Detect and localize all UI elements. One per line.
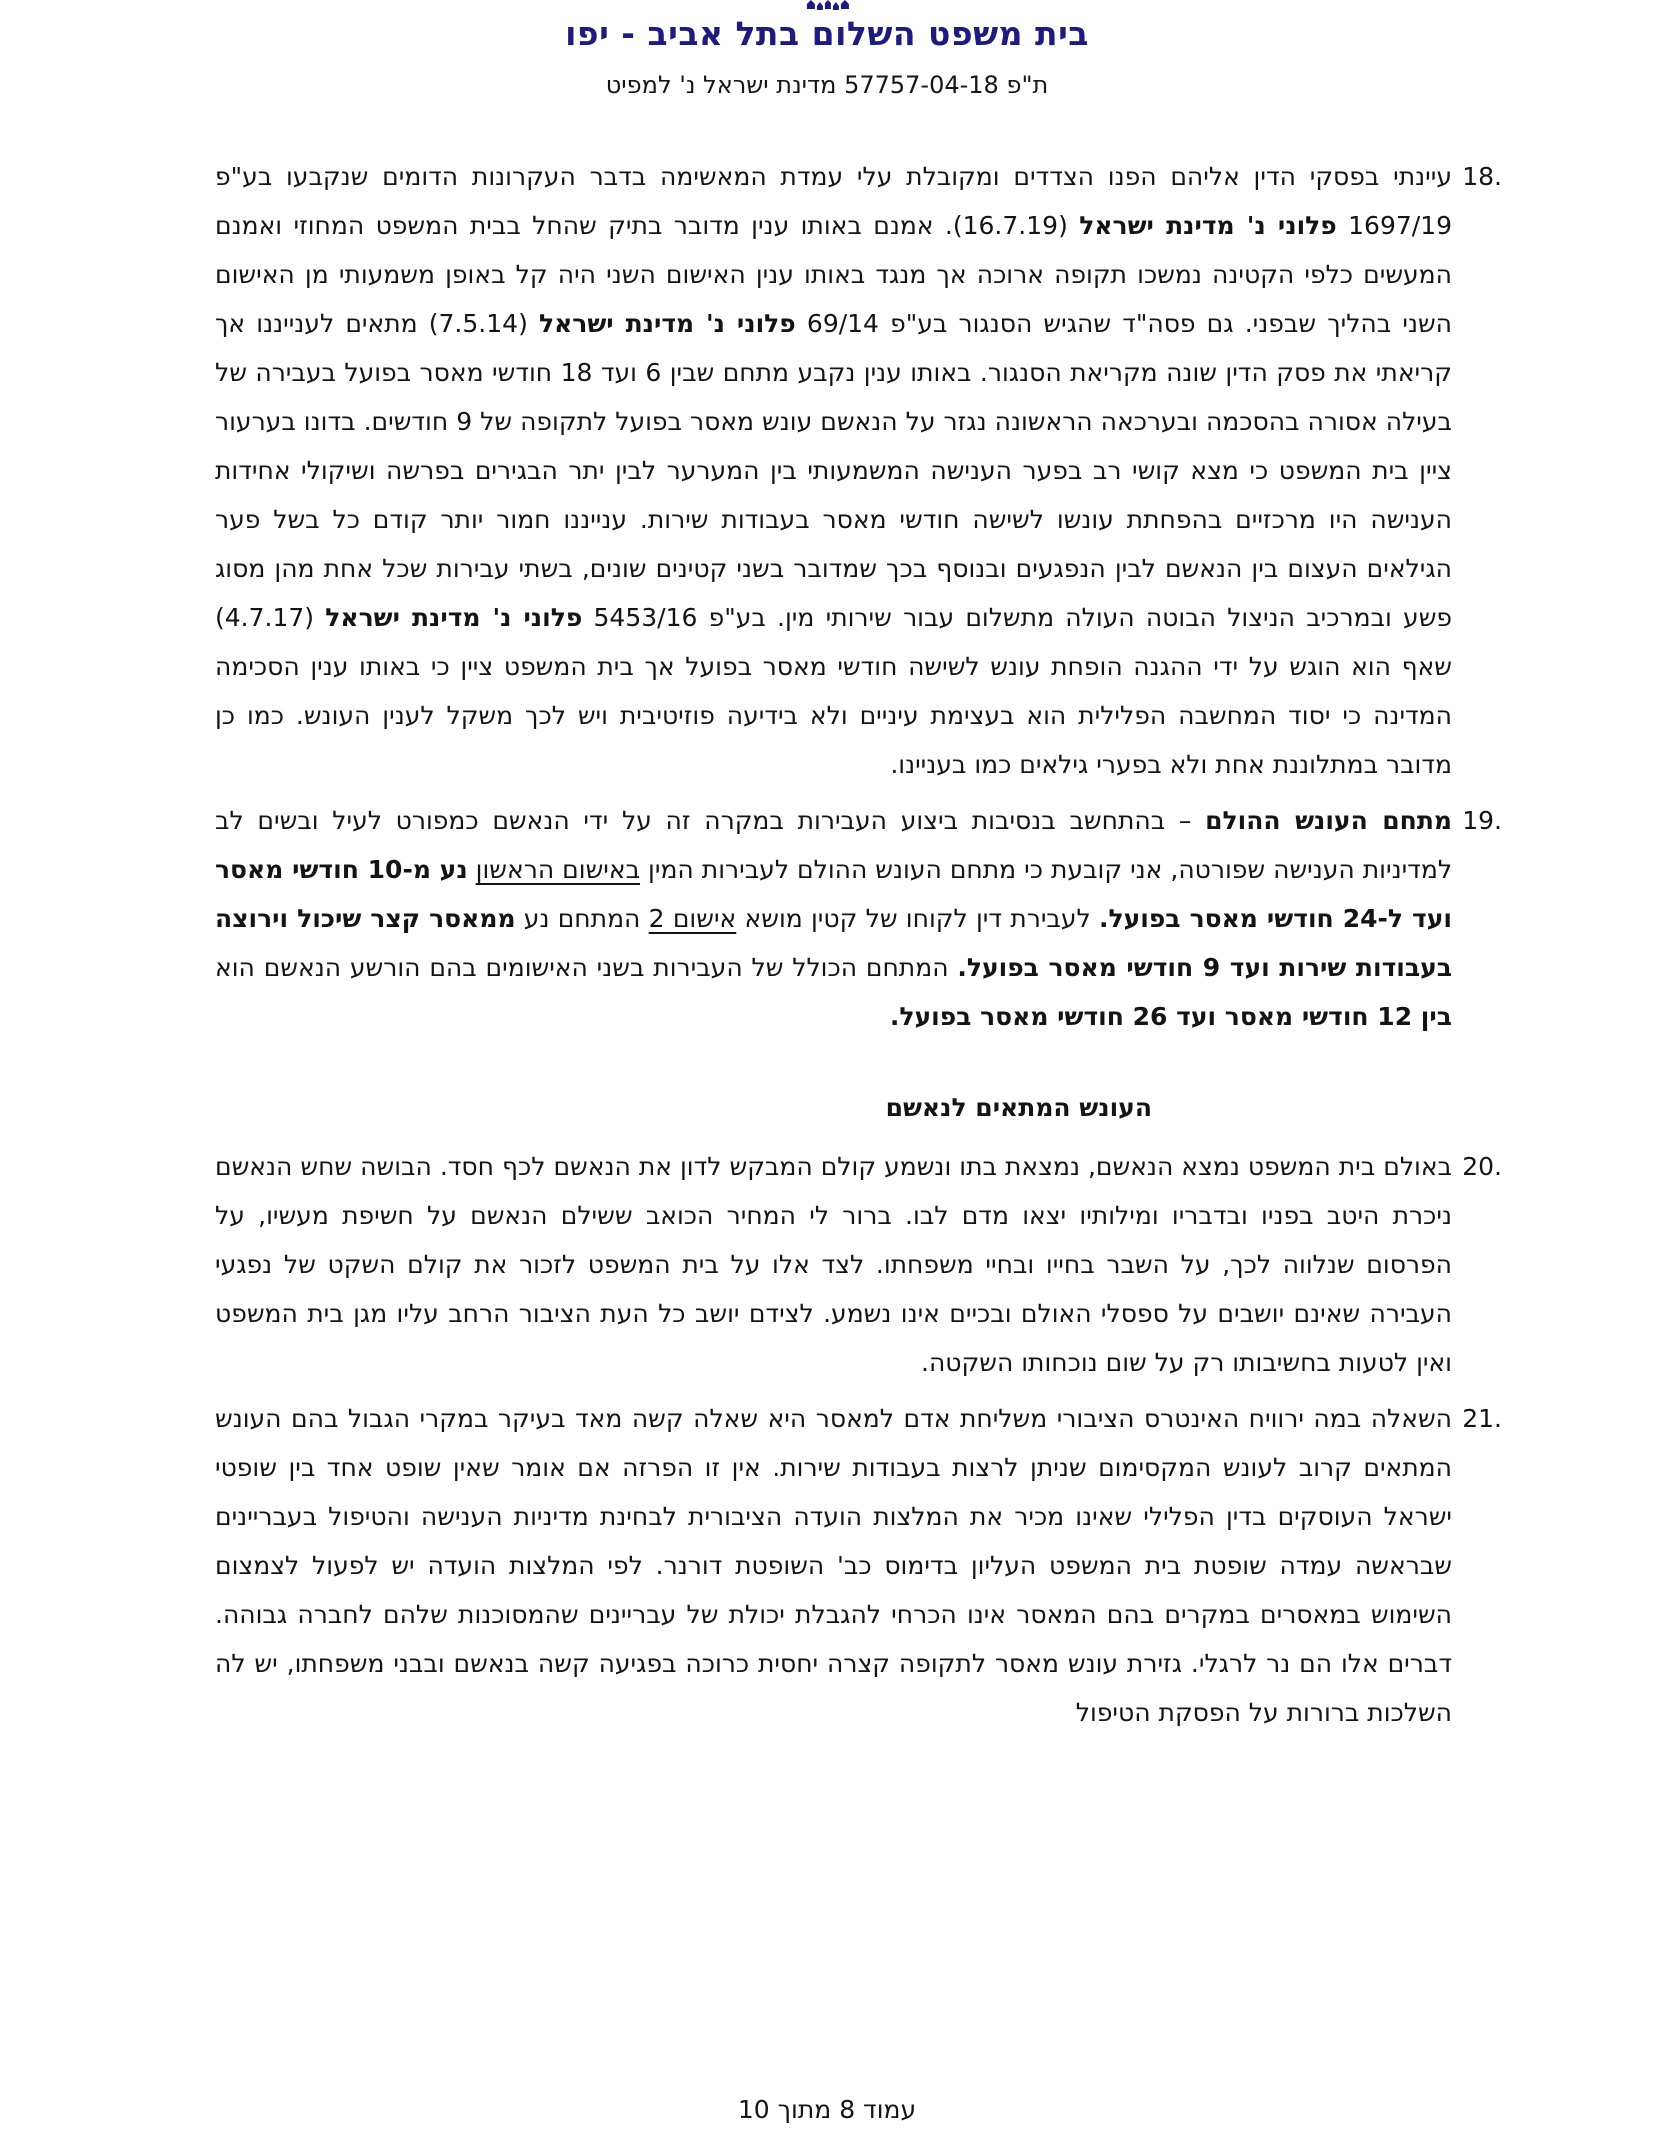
text-run: באולם בית המשפט נמצא הנאשם, נמצאת בתו ונשמע קולם המבקש לדון את הנאשם לכף חסד. הבושה שחש הנאשם ניכרת היטב בפניו ובדבריו ומילותיו יצאו מדם לבו. ברור לי המחיר הכואב ששילם הנאשם על חשיפת מעשיו, על הפרסום שנלווה לכך, על השבר בחייו ובחיי משפחתו. לצד אלו על בית המשפט לזכור את קולם השקט של נפגעי העבירה שאינם יושבים על ספסלי האולם ובכיים אינו נשמע. לצידם יושב כל העת הציבור הרחב עליו מגן בית המשפט ואין לטעות בחשיבותו רק על שום נוכחותו השקטה. (215, 1152, 1452, 1377)
paragraph-number: 20. (1462, 1152, 1502, 1181)
page-number-footer: עמוד 8 מתוך 10 (737, 2095, 917, 2124)
paragraph-20 (215, 1142, 1502, 1387)
paragraph-text (215, 1404, 1452, 1727)
text-run: לעבירת דין לקוחו של קטין מושא (736, 904, 1099, 933)
page-header (0, 14, 1654, 99)
document-body (215, 152, 1502, 1744)
text-run: אישום 2 (648, 904, 737, 933)
section-heading: העונש המתאים לנאשם (885, 1093, 1152, 1122)
paragraph-18 (215, 152, 1502, 789)
text-run: (7.5.14) מתאים לענייננו אך קריאתי את פסק הדין שונה מקריאת הסנגור. באותו ענין נקבע מתחם שבין 6 ועד 18 חודשי מאסר בפועל בעבירה של בעילה אסורה בהסכמה ובערכאה הראשונה נגזר על הנאשם עונש מאסר בפועל לתקופה של 9 חודשים. בדונו בערעור ציין בית המשפט כי מצא קושי רב בפער הענישה המשמעותי בין המערער לבין יתר הבגירים בפרשה ושיקולי אחידות הענישה היו מרכזיים בהפחתת עונשו לשישה חודשי מאסר בעבודות שירות. ענייננו חמור יותר קודם כל בשל פער הגילאים העצום בין הנאשם לבין הנפגעים ובנוסף בכך שמדובר בשני קטינים שונים, בשתי עבירות שכל אחת מהן מסוג פשע ובמרכיב הניצול הבוטה העולה מתשלום עבור שירותי מין. בע"פ 5453/16 (215, 309, 1453, 632)
paragraph-19 (215, 796, 1502, 1041)
text-run (468, 855, 476, 884)
text-run: (4.7.17) שאף הוא הוגש על ידי ההגנה הופחת עונש לשישה חודשי מאסר בפועל אך בית המשפט ציין כי באותו ענין הסכימה המדינה כי יסוד המחשבה הפלילית הוא בעצימת עיניים ולא בידיעה פוזיטיבית ויש לכך משקל לענין העונש. כמו כן מדובר במתלוננת אחת ולא בפערי גילאים כמו בעניינו. (215, 603, 1452, 779)
text-run: בין 12 חודשי מאסר ועד 26 חודשי מאסר בפועל. (889, 1002, 1452, 1031)
text-run: נע מ-10 חודשי מאסר ועד ל-24 חודשי מאסר בפועל. (215, 855, 1452, 933)
text-run: באישום הראשון (475, 855, 641, 884)
paragraph-21 (215, 1394, 1502, 1737)
text-run: ממאסר קצר שיכול וירוצה בעבודות שירות ועד 9 חודשי מאסר בפועל. (215, 904, 1452, 982)
text-run: פלוני נ' מדינת ישראל (538, 309, 796, 338)
text-run: השאלה במה ירוויח האינטרס הציבורי משליחת אדם למאסר היא שאלה קשה מאד בעיקר במקרי הגבול בהם העונש המתאים קרוב לעונש המקסימום שניתן לרצות בעבודות שירות. אין זו הפרזה אם אומר שאין שופט אחד בין שופטי ישראל העוסקים בדין הפלילי שאינו מכיר את המלצות הועדה הציבורית לבחינת מדיניות הענישה והטיפול בעבריינים שבראשה עמדה שופטת בית המשפט העליון בדימוס כב' השופטת דורנר. לפי המלצות הועדה יש לפעול לצמצום השימוש במאסרים במקרים בהם המאסר אינו הכרחי להגבלת יכולת של עבריינים שהמסוכנות שלהם לחברה גבוהה. דברים אלו הם נר לרגלי. גזירת עונש מאסר לתקופה קצרה יחסית כרוכה בפגיעה קשה בנאשם ובבני משפחתו, יש לה השלכות ברורות על הפסקת הטיפול (215, 1404, 1452, 1727)
text-run: (16.7.19). אמנם באותו ענין מדובר בתיק שהחל בבית המשפט המחוזי ואמנם המעשים כלפי הקטינה נמשכו תקופה ארוכה אך מנגד באותו ענין האישום השני היה קל באופן משמעותי מן האישום השני בהליך שבפני. גם פסה"ד שהגיש הסנגור בע"פ 69/14 (215, 211, 1453, 338)
paragraph-number: 19. (1462, 806, 1502, 835)
paragraph-text (215, 806, 1452, 1031)
paragraph-number: 18. (1462, 162, 1502, 191)
text-run: עיינתי בפסקי הדין אליהם הפנו הצדדים ומקובלת עלי עמדת המאשימה בדבר העקרונות הדומים שנקבעו בע"פ 1697/19 (215, 162, 1453, 240)
text-run: פלוני נ' מדינת ישראל (325, 603, 583, 632)
text-run: המתחם הכולל של העבירות בשני האישומים בהם הורשע הנאשם הוא (215, 953, 958, 982)
court-name-title: בית משפט השלום בתל אביב - יפו (565, 14, 1089, 53)
text-run: מתחם העונש ההולם (1205, 806, 1452, 835)
text-run: פלוני נ' מדינת ישראל (1079, 211, 1337, 240)
paragraph-text (215, 162, 1452, 779)
paragraph-text (215, 1152, 1452, 1377)
paragraph-number: 21. (1462, 1404, 1502, 1433)
text-run: המתחם נע (515, 904, 649, 933)
text-run: – בהתחשב בנסיבות ביצוע העבירות במקרה זה על ידי הנאשם כמפורט לעיל ובשים לב למדיניות הענישה שפורטה, אני קובעת כי מתחם העונש ההולם לעבירות המין (215, 806, 1453, 884)
state-emblem-partial-icon (805, 0, 851, 15)
case-number-line: ת"פ 57757-04-18 מדינת ישראל נ' למפיט (605, 71, 1049, 99)
